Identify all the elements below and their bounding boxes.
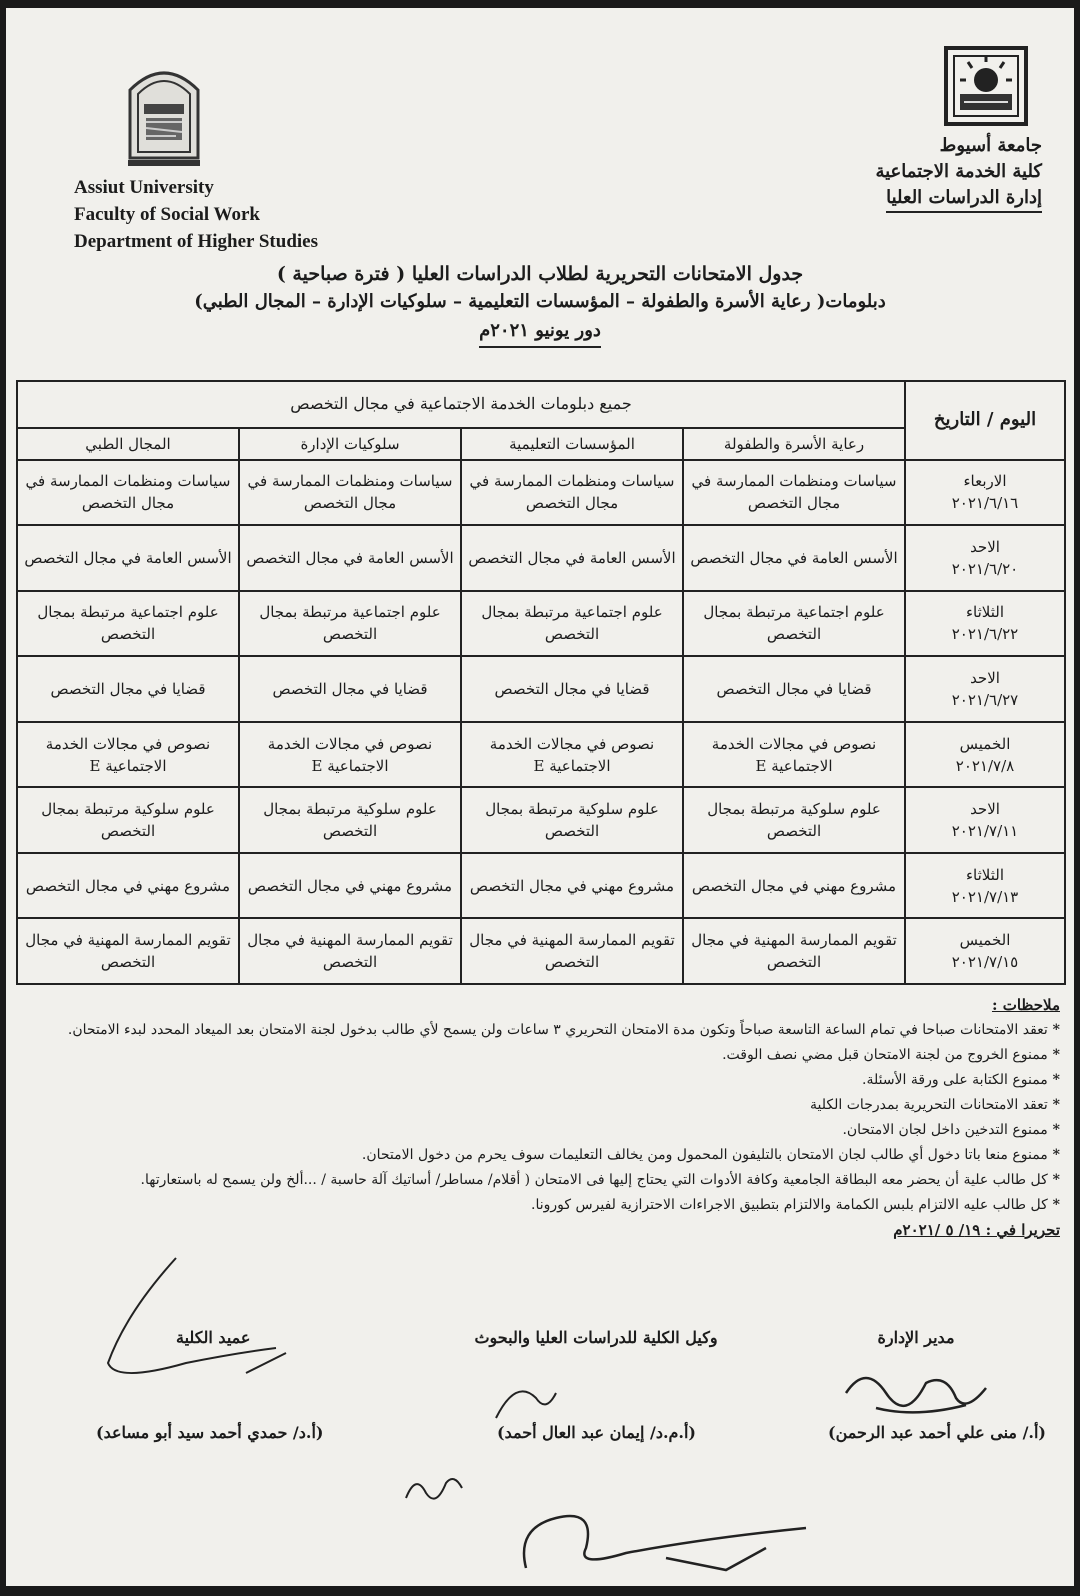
header-department-en: Department of Higher Studies bbox=[74, 231, 318, 252]
subject-cell: علوم سلوكية مرتبطة بمجال التخصص bbox=[683, 787, 905, 853]
table-row bbox=[17, 591, 1065, 657]
handwritten-signature-manager bbox=[836, 1353, 1006, 1423]
handwritten-mark bbox=[486, 1368, 606, 1428]
subject-cell: قضايا في مجال التخصص bbox=[17, 656, 239, 722]
day-date-cell bbox=[905, 460, 1065, 526]
signature-name: (أ.م.د/ إيمان عبد العال أحمد) bbox=[497, 1423, 696, 1442]
day-name: الاحد bbox=[970, 537, 1000, 556]
subject-cell: نصوص في مجالات الخدمة الاجتماعية E bbox=[461, 722, 683, 788]
header-department-ar: إدارة الدراسات العليا bbox=[886, 185, 1042, 213]
signature-name: (أ./ منى علي أحمد عبد الرحمن) bbox=[828, 1423, 1046, 1442]
table-header-row bbox=[17, 381, 1065, 428]
column-header-management: سلوكيات الإدارة bbox=[239, 428, 461, 460]
day-name: الاربعاء bbox=[963, 472, 1007, 491]
day-date-cell bbox=[905, 525, 1065, 591]
day-date-cell bbox=[905, 787, 1065, 853]
exam-date: ٢٠٢١/٦/٢٢ bbox=[951, 625, 1019, 644]
subject-cell: علوم اجتماعية مرتبطة بمجال التخصص bbox=[17, 591, 239, 657]
note-item: * ممنوع الكتابة على ورقة الأسئلة. bbox=[30, 1068, 1060, 1093]
subject-cell: مشروع مهني في مجال التخصص bbox=[17, 853, 239, 919]
table-row bbox=[17, 853, 1065, 919]
subject-cell: نصوص في مجالات الخدمة الاجتماعية E bbox=[683, 722, 905, 788]
university-seal-logo bbox=[116, 60, 212, 170]
subject-cell: نصوص في مجالات الخدمة الاجتماعية E bbox=[17, 722, 239, 788]
subject-cell: علوم اجتماعية مرتبطة بمجال التخصص bbox=[239, 591, 461, 657]
column-header-family: رعاية الأسرة والطفولة bbox=[683, 428, 905, 460]
handwritten-signature-dean bbox=[96, 1253, 296, 1393]
subject-cell: قضايا في مجال التخصص bbox=[461, 656, 683, 722]
subject-cell: سياسات ومنظمات الممارسة في مجال التخصص bbox=[17, 460, 239, 526]
table-body bbox=[17, 460, 1065, 984]
table-row bbox=[17, 722, 1065, 788]
english-header bbox=[74, 174, 318, 255]
subject-cell: علوم اجتماعية مرتبطة بمجال التخصص bbox=[461, 591, 683, 657]
day-name: الثلاثاء bbox=[965, 603, 1004, 622]
day-date-cell bbox=[905, 591, 1065, 657]
table-row bbox=[17, 525, 1065, 591]
subject-cell: سياسات ومنظمات الممارسة في مجال التخصص bbox=[239, 460, 461, 526]
header-university-en: Assiut University bbox=[74, 177, 214, 198]
day-name: الخميس bbox=[959, 931, 1011, 950]
notes-list bbox=[30, 1018, 1060, 1218]
written-date: تحريرا في : ١٩/ ٥ /٢٠٢١م bbox=[893, 1221, 1060, 1239]
subject-cell: قضايا في مجال التخصص bbox=[683, 656, 905, 722]
title-line-1: جدول الامتحانات التحريرية لطلاب الدراسات العليا ( فترة صباحية ) bbox=[276, 263, 804, 285]
header-faculty-ar: كلية الخدمة الاجتماعية bbox=[875, 161, 1042, 182]
subject-cell: الأسس العامة في مجال التخصص bbox=[17, 525, 239, 591]
subject-cell: تقويم الممارسة المهنية في مجال التخصص bbox=[683, 918, 905, 984]
signature-role: مدير الإدارة bbox=[877, 1328, 955, 1347]
column-header-medical: المجال الطبي bbox=[17, 428, 239, 460]
signature-role: وكيل الكلية للدراسات العليا والبحوث bbox=[474, 1328, 718, 1347]
subject-cell: سياسات ومنظمات الممارسة في مجال التخصص bbox=[683, 460, 905, 526]
day-date-cell bbox=[905, 656, 1065, 722]
subject-cell: علوم اجتماعية مرتبطة بمجال التخصص bbox=[683, 591, 905, 657]
day-name: الثلاثاء bbox=[965, 865, 1004, 884]
day-date-header: اليوم / التاريخ bbox=[905, 381, 1065, 460]
note-item: * تعقد الامتحانات التحريرية بمدرجات الكلية bbox=[30, 1093, 1060, 1118]
note-item: * ممنوع التدخين داخل لجان الامتحان. bbox=[30, 1118, 1060, 1143]
exam-date: ٢٠٢١/٦/١٦ bbox=[951, 494, 1019, 513]
day-name: الاحد bbox=[970, 800, 1000, 819]
exam-date: ٢٠٢١/٧/١١ bbox=[951, 822, 1019, 841]
subject-cell: الأسس العامة في مجال التخصص bbox=[239, 525, 461, 591]
subject-cell: سياسات ومنظمات الممارسة في مجال التخصص bbox=[461, 460, 683, 526]
exam-date: ٢٠٢١/٧/١٥ bbox=[951, 953, 1019, 972]
subject-cell: علوم سلوكية مرتبطة بمجال التخصص bbox=[461, 787, 683, 853]
exam-date: ٢٠٢١/٧/١٣ bbox=[951, 887, 1019, 906]
title-line-2: دبلومات( رعاية الأسرة والطفولة – المؤسسات التعليمية – سلوكيات الإدارة – المجال الطبي) bbox=[194, 291, 886, 312]
subject-cell: علوم سلوكية مرتبطة بمجال التخصص bbox=[239, 787, 461, 853]
diplomas-group-header: جميع دبلومات الخدمة الاجتماعية في مجال التخصص bbox=[17, 381, 905, 428]
notes-section bbox=[30, 993, 1060, 1243]
table-row bbox=[17, 918, 1065, 984]
note-item: * ممنوع منعا باتا دخول أي طالب لجان الامتحان بالتليفون المحمول ومن يخالف التعليمات سوف يحرم من دخول الامتحان. bbox=[30, 1143, 1060, 1168]
subject-cell: تقويم الممارسة المهنية في مجال التخصص bbox=[461, 918, 683, 984]
document-page bbox=[6, 8, 1074, 1586]
subject-cell: الأسس العامة في مجال التخصص bbox=[461, 525, 683, 591]
subject-cell: تقويم الممارسة المهنية في مجال التخصص bbox=[239, 918, 461, 984]
table-row bbox=[17, 656, 1065, 722]
table-row bbox=[17, 460, 1065, 526]
header-university-ar: جامعة أسيوط bbox=[939, 135, 1042, 156]
note-item: * ممنوع الخروج من لجنة الامتحان قبل مضي نصف الوقت. bbox=[30, 1043, 1060, 1068]
subject-cell: نصوص في مجالات الخدمة الاجتماعية E bbox=[239, 722, 461, 788]
column-header-education: المؤسسات التعليمية bbox=[461, 428, 683, 460]
document-title bbox=[126, 260, 954, 348]
assiut-university-logo bbox=[938, 42, 1034, 130]
subject-cell: الأسس العامة في مجال التخصص bbox=[683, 525, 905, 591]
signature-role: عميد الكلية bbox=[176, 1328, 251, 1347]
note-item: * كل طالب عليه الالتزام بلبس الكمامة والالتزام بتطبيق الاجراءات الاحترازية لفيرس كورونا. bbox=[30, 1193, 1060, 1218]
day-date-cell bbox=[905, 853, 1065, 919]
day-name: الخميس bbox=[959, 734, 1011, 753]
note-item: * كل طالب علية أن يحضر معه البطاقة الجامعية وكافة الأدوات التي يحتاج إليها فى الامتحان ( أقلام/ مساطر/ أساتيك آلة حاسبة / ...ألخ ولن يسمح له باستعارتها. bbox=[30, 1168, 1060, 1193]
note-item: * تعقد الامتحانات صباحا في تمام الساعة التاسعة صباحاً وتكون مدة الامتحان التحريري ٣ ساعات ولن يسمح لأي طالب بدخول لجنة الامتحان بعد الميعاد المحدد لبدء الامتحان. bbox=[30, 1018, 1060, 1043]
exam-date: ٢٠٢١/٦/٢٠ bbox=[951, 559, 1019, 578]
subject-cell: مشروع مهني في مجال التخصص bbox=[461, 853, 683, 919]
exam-schedule-table bbox=[16, 380, 1066, 985]
header-faculty-en: Faculty of Social Work bbox=[74, 204, 260, 225]
exam-date: ٢٠٢١/٧/٨ bbox=[955, 756, 1015, 775]
notes-heading: ملاحظات : bbox=[991, 996, 1060, 1014]
subject-cell: تقويم الممارسة المهنية في مجال التخصص bbox=[17, 918, 239, 984]
title-line-3: دور يونيو ٢٠٢١م bbox=[479, 316, 601, 348]
subject-cell: مشروع مهني في مجال التخصص bbox=[239, 853, 461, 919]
subject-cell: علوم سلوكية مرتبطة بمجال التخصص bbox=[17, 787, 239, 853]
day-name: الاحد bbox=[970, 669, 1000, 687]
signature-name: (أ.د/ حمدي أحمد سيد أبو مساعد) bbox=[96, 1423, 324, 1442]
handwritten-initials bbox=[396, 1458, 476, 1518]
subject-cell: مشروع مهني في مجال التخصص bbox=[683, 853, 905, 919]
subject-cell: قضايا في مجال التخصص bbox=[239, 656, 461, 722]
day-date-cell bbox=[905, 918, 1065, 984]
arabic-header bbox=[875, 133, 1042, 213]
table-row bbox=[17, 787, 1065, 853]
day-date-cell bbox=[905, 722, 1065, 788]
exam-date: ٢٠٢١/٦/٢٧ bbox=[951, 691, 1019, 709]
handwritten-signature-bottom bbox=[506, 1498, 826, 1578]
